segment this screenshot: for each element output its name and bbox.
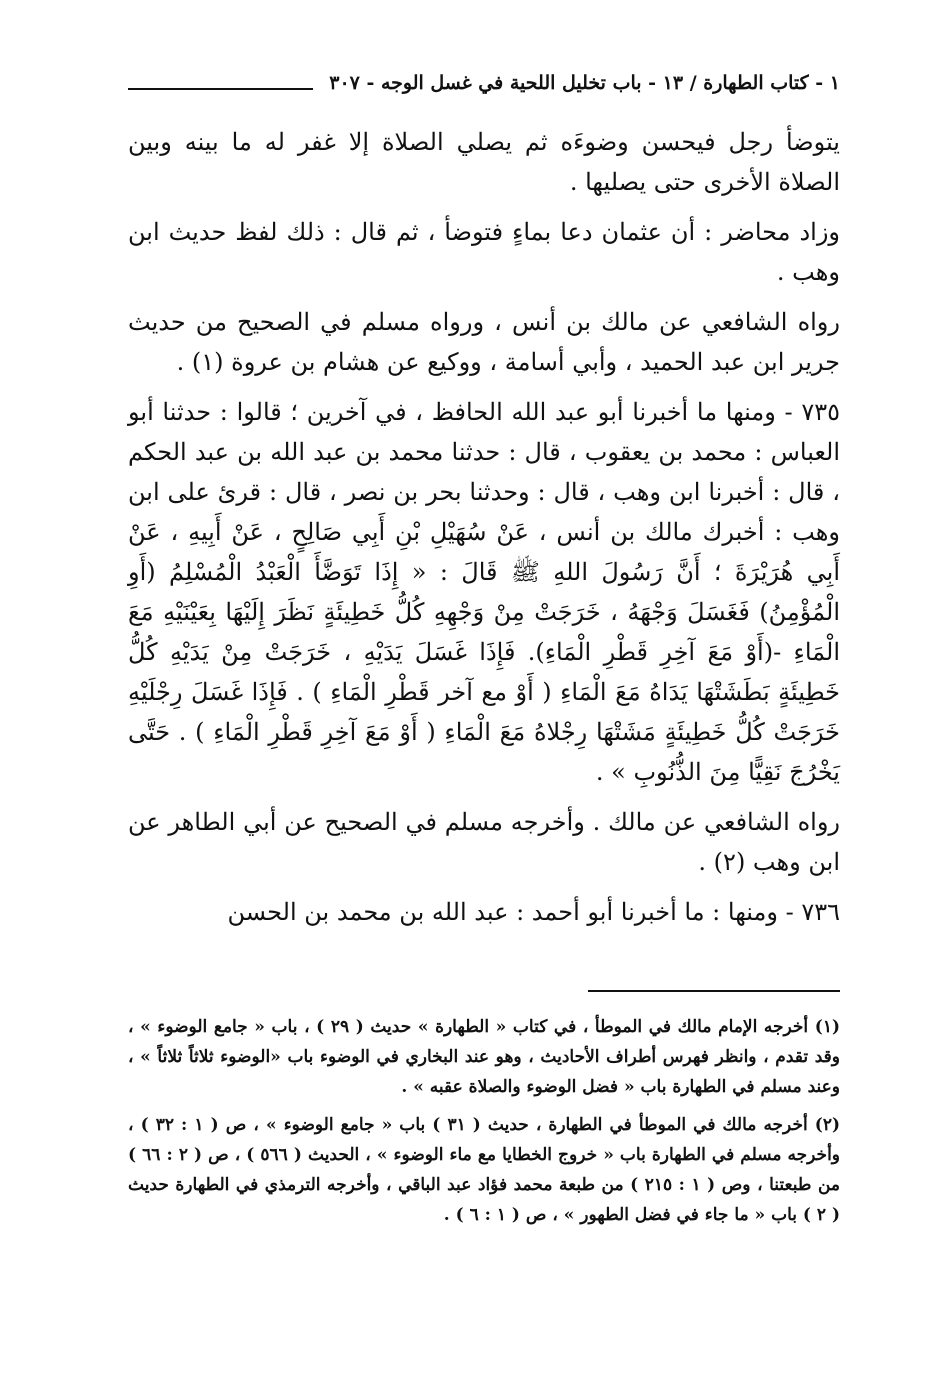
header-rule <box>128 88 313 90</box>
paragraph: رواه الشافعي عن مالك . وأخرجه مسلم في الصحيح عن أبي الطاهر عن ابن وهب (٢) . <box>128 808 840 876</box>
paragraph: رواه الشافعي عن مالك بن أنس ، ورواه مسلم في الصحيح من حديث جرير ابن عبد الحميد ، وأبي أسامة ، ووكيع عن هشام بن عروة (١) . <box>128 308 840 376</box>
paragraph: وزاد محاضر : أن عثمان دعا بماءٍ فتوضأ ، ثم قال : ذلك لفظ حديث ابن وهب . <box>128 218 840 286</box>
paragraph: ٧٣٦ - ومنها : ما أخبرنا أبو أحمد : عبد الله بن محمد بن الحسن <box>227 898 840 926</box>
footnote: (٢) أخرجه مالك في الموطأ في الطهارة ، حديث ( ٣١ ) باب « جامع الوضوء » ، ص ( ١ : ٣٢ ) ، وأخرجه مسلم في الطهارة باب « خروج الخطايا مع ماء الوضوء » ، الحديث ( ٥٦٦ ) ، ص ( ٢ : ٦٦ ) من طبعتنا ، وص ( ١ : ٢١٥ ) من طبعة محمد فؤاد عبد الباقي ، وأخرجه الترمذي في الطهارة حديث ( ٢ ) باب « ما جاء في فضل الطهور » ، ص ( ١ : ٦ ) . <box>128 1115 841 1225</box>
hadith-paragraph: ٧٣٥ - ومنها ما أخبرنا أبو عبد الله الحافظ ، في آخرين ؛ قالوا : حدثنا أبو العباس : محمد بن يعقوب ، قال : حدثنا محمد بن عبد الله بن عبد الحكم ، قال : أخبرنا ابن وهب ، قال : وحدثنا بحر بن نصر ، قال : قرئ على ابن وهب : أخبرك مالك بن أنس ، عَنْ سُهَيْلِ بْنِ أَبِي صَالِحٍ ، عَنْ أَبِيهِ ، عَنْ أَبِي هُرَيْرَةَ ؛ أَنَّ رَسُولَ اللهِ ﷺ قَالَ : « إِذَا تَوَضَّأَ الْعَبْدُ الْمُسْلِمُ (أَوِ الْمُؤْمِنُ) فَغَسَلَ وَجْهَهُ ، خَرَجَتْ مِنْ وَجْهِهِ كُلُّ خَطِيئَةٍ نَظَرَ إِلَيْهَا بِعَيْنَيْهِ مَعَ الْمَاءِ -(أَوْ مَعَ آخِرِ قَطْرِ الْمَاءِ). فَإِذَا غَسَلَ يَدَيْهِ ، خَرَجَتْ مِنْ يَدَيْهِ كُلُّ خَطِيئَةٍ بَطَشَتْهَا يَدَاهُ مَعَ الْمَاءِ ( أَوْ مع آخر قَطْرِ الْمَاءِ ) . فَإِذَا غَسَلَ رِجْلَيْهِ خَرَجَتْ كُلُّ خَطِيئَةٍ مَشَتْهَا رِجْلاهُ مَعَ الْمَاءِ ( أَوْ مَعَ آخِرِ قَطْرِ الْمَاءِ ) . حَتَّى يَخْرُجَ نَقِيًّا مِنَ الذُّنُوبِ » . <box>128 398 841 786</box>
footnotes <box>128 1012 840 1238</box>
running-header-title: ١ - كتاب الطهارة / ١٣ - باب تخليل اللحية في غسل الوجه - ٣٠٧ <box>329 72 840 94</box>
paragraph: يتوضأ رجل فيحسن وضوءَه ثم يصلي الصلاة إلا غفر له ما بينه وبين الصلاة الأخرى حتى يصليها . <box>128 128 840 196</box>
footnote: (١) أخرجه الإمام مالك في الموطأ ، في كتاب « الطهارة » حديث ( ٢٩ ) ، باب « جامع الوضوء » ، وقد تقدم ، وانظر فهرس أطراف الأحاديث ، وهو عند البخاري في الوضوء باب «الوضوء ثلاثاً ثلاثاً » ، وعند مسلم في الطهارة باب « فضل الوضوء والصلاة عقبه » . <box>128 1017 840 1097</box>
main-text <box>128 122 840 942</box>
running-header <box>128 72 840 102</box>
footnote-separator <box>588 990 840 992</box>
